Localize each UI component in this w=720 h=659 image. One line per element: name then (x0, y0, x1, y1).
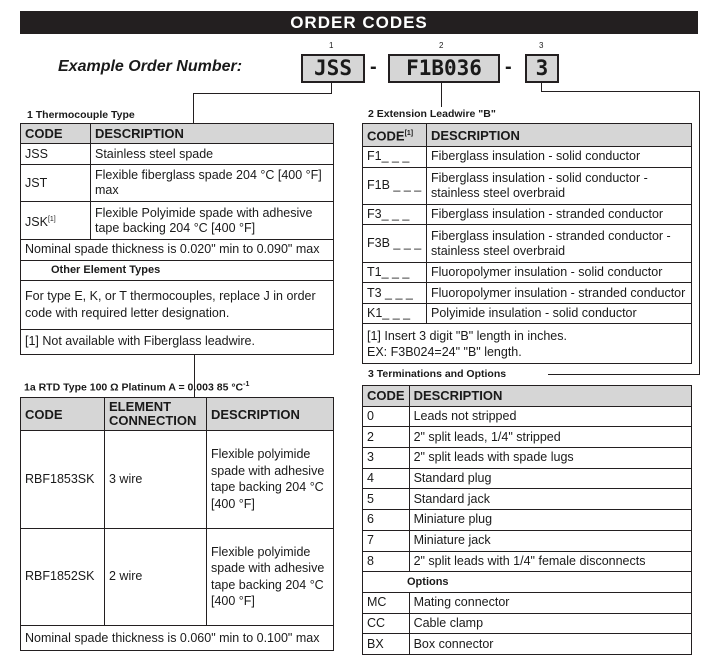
description-cell: Miniature jack (409, 530, 691, 551)
footnote-ref: [1] (404, 130, 414, 138)
description-cell: Standard plug (409, 468, 691, 489)
connector-line (699, 91, 700, 374)
table-row (363, 613, 692, 634)
table-row (363, 262, 692, 282)
description-cell: 2" split leads with 1/4" female disconnects (409, 551, 691, 572)
connection-cell: 2 wire (105, 528, 207, 626)
code-cell (21, 202, 91, 240)
rtd-table (20, 397, 334, 651)
table-row (363, 427, 692, 448)
table-row (363, 324, 692, 364)
description-cell: Flexible Polyimide spade with adhesive tape backing 204 °C [400 °F] (91, 202, 334, 240)
connector-line (193, 93, 332, 94)
thickness-note: Nominal spade thickness is 0.060" min to 0.100" max (21, 626, 334, 651)
table-row (21, 280, 334, 329)
section1-title: 1 Thermocouple Type (27, 109, 135, 121)
col-header-code: CODE (21, 398, 105, 431)
table-row (363, 147, 692, 167)
col-header-code: CODE (21, 124, 91, 144)
thermocouple-table (20, 123, 334, 355)
section1a-title-text: 1a RTD Type 100 Ω Platinum A = 0.003 85 °C (24, 381, 244, 394)
code-cell: CC (363, 613, 410, 634)
connector-line (548, 374, 700, 375)
table-row (363, 303, 692, 323)
connection-cell: 3 wire (105, 431, 207, 529)
description-cell: Fiberglass insulation - solid conductor - stainless steel overbraid (427, 167, 692, 204)
page-title: ORDER CODES (20, 11, 698, 34)
description-cell: Flexible polyimide spade with adhesive tape backing 204 °C [400 °F] (207, 528, 334, 626)
section2-title: 2 Extension Leadwire "B" (368, 108, 496, 120)
description-cell: Fiberglass insulation - stranded conductor (427, 204, 692, 224)
description-cell: Polyimide insulation - solid conductor (427, 303, 692, 323)
description-cell: Leads not stripped (409, 406, 691, 427)
code-cell: 8 (363, 551, 410, 572)
connector-line (541, 91, 700, 92)
connector-line (541, 81, 542, 91)
connector-line (193, 93, 194, 123)
description-cell: Standard jack (409, 489, 691, 510)
description-cell: 2" split leads, 1/4" stripped (409, 427, 691, 448)
col-header-description: DESCRIPTION (91, 124, 334, 144)
code-cell: F3B _ _ _ (363, 225, 427, 262)
code-cell: F1B _ _ _ (363, 167, 427, 204)
table-row (363, 204, 692, 224)
table-row (21, 260, 334, 280)
col-header-code: CODE (363, 386, 410, 407)
code-cell: 4 (363, 468, 410, 489)
example-order-label: Example Order Number: (58, 58, 243, 75)
table-row (21, 431, 334, 529)
code-cell: F1_ _ _ (363, 147, 427, 167)
connector-line (441, 81, 442, 107)
col-header-code (363, 124, 427, 147)
thickness-note: Nominal spade thickness is 0.020" min to 0.090" max (21, 240, 334, 260)
col-header-description: DESCRIPTION (409, 386, 691, 407)
code-cell: BX (363, 634, 410, 655)
part-number-1: 1 (329, 41, 334, 50)
example-dash-1: - (370, 56, 377, 78)
description-cell: Fiberglass insulation - stranded conductor - stainless steel overbraid (427, 225, 692, 262)
table-row (21, 202, 334, 240)
table-row (21, 329, 334, 354)
description-cell: Flexible fiberglass spade 204 °C [400 °F] max (91, 164, 334, 202)
table-row (21, 626, 334, 651)
table-row (21, 144, 334, 164)
footnote: [1] Insert 3 digit "B" length in inches. (367, 328, 567, 343)
code-cell: K1_ _ _ (363, 303, 427, 323)
terminations-table (362, 385, 692, 655)
code-cell: T1_ _ _ (363, 262, 427, 282)
table-row (363, 634, 692, 655)
table-row (363, 225, 692, 262)
table-row (363, 448, 692, 469)
description-cell: Miniature plug (409, 510, 691, 531)
options-heading: Options (363, 572, 692, 593)
table-row (363, 530, 692, 551)
table-row (363, 592, 692, 613)
table-row (363, 572, 692, 593)
example-dash-2: - (505, 56, 512, 78)
other-element-types-heading: Other Element Types (21, 260, 334, 280)
code-cell: 3 (363, 448, 410, 469)
code-cell: RBF1852SK (21, 528, 105, 626)
code-cell: JSS (21, 144, 91, 164)
code-cell: 5 (363, 489, 410, 510)
table-row (363, 167, 692, 204)
code-cell: RBF1853SK (21, 431, 105, 529)
code-cell: 2 (363, 427, 410, 448)
footnote-cell (363, 324, 692, 364)
table-row (21, 528, 334, 626)
code-cell: 6 (363, 510, 410, 531)
leadwire-table (362, 123, 692, 364)
description-cell: Stainless steel spade (91, 144, 334, 164)
table-row (363, 510, 692, 531)
description-cell: 2" split leads with spade lugs (409, 448, 691, 469)
code-cell: 7 (363, 530, 410, 551)
example-code-1: JSS (301, 54, 365, 83)
description-cell: Fluoropolymer insulation - stranded conductor (427, 283, 692, 303)
code-cell: MC (363, 592, 410, 613)
table-row (363, 551, 692, 572)
col-header-code-text: CODE (367, 128, 405, 144)
table-row (363, 283, 692, 303)
code-cell: 0 (363, 406, 410, 427)
table-row (363, 489, 692, 510)
description-cell: Cable clamp (409, 613, 691, 634)
table-row (363, 468, 692, 489)
description-cell: Box connector (409, 634, 691, 655)
part-number-2: 2 (439, 41, 444, 50)
code-text: JSK (25, 214, 48, 229)
example-code-3: 3 (525, 54, 559, 83)
other-element-types-text: For type E, K, or T thermocouples, replace J in order code with required letter designation. (21, 280, 334, 329)
description-cell: Fluoropolymer insulation - solid conductor (427, 262, 692, 282)
section1a-title (24, 381, 249, 394)
part-number-3: 3 (539, 41, 544, 50)
table-row (21, 240, 334, 260)
description-cell: Flexible polyimide spade with adhesive tape backing 204 °C [400 °F] (207, 431, 334, 529)
example-code-2: F1B036 (388, 54, 500, 83)
footnote-example: EX: F3B024=24" "B" length. (367, 344, 522, 359)
code-cell: T3 _ _ _ (363, 283, 427, 303)
table-row (21, 164, 334, 202)
code-cell: F3_ _ _ (363, 204, 427, 224)
col-header-description: DESCRIPTION (207, 398, 334, 431)
table-row (363, 406, 692, 427)
footnote-ref: [1] (47, 215, 56, 223)
col-header-element-connection: ELEMENT CONNECTION (105, 398, 207, 431)
section3-title: 3 Terminations and Options (368, 368, 507, 380)
col-header-description: DESCRIPTION (427, 124, 692, 147)
unit-exponent: -1 (243, 381, 250, 388)
description-cell: Fiberglass insulation - solid conductor (427, 147, 692, 167)
connector-line (331, 81, 332, 93)
footnote: [1] Not available with Fiberglass leadwire. (21, 329, 334, 354)
description-cell: Mating connector (409, 592, 691, 613)
code-cell: JST (21, 164, 91, 202)
